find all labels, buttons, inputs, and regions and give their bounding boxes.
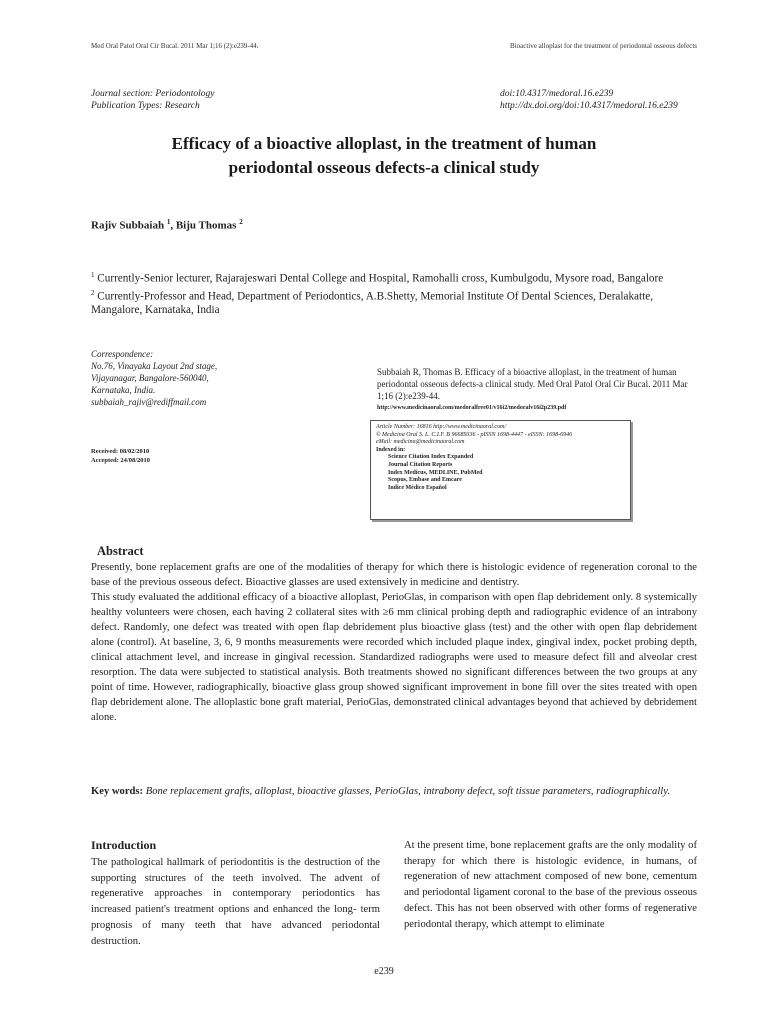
index-item: Science Citation Index Expanded: [388, 454, 474, 461]
abstract-heading: Abstract: [97, 544, 144, 558]
citation-text: Subbaiah R, Thomas B. Efficacy of a bioactive alloplast, in the treatment of human periodontal osseous defects-a clinical study. Med Oral Patol Oral Cir Bucal. 2011 Mar 1;16 (2):e239-44.: [377, 367, 688, 401]
infobox-email[interactable]: eMail: medicina@medicinaoral.com: [376, 439, 465, 446]
title-line-1: Efficacy of a bioactive alloplast, in the treatment of human: [171, 134, 597, 153]
affiliation-1: [91, 268, 697, 286]
author-1: Rajiv Subbaiah: [91, 219, 165, 232]
index-item: Scopus, Embase and Emcare: [388, 477, 462, 484]
affiliations: [91, 268, 697, 317]
correspondence-line-3: Karnataka, India.: [91, 385, 156, 395]
keywords: [91, 784, 697, 800]
affiliation-2: [91, 286, 697, 318]
accepted-date: Accepted: 24/08/2010: [91, 457, 151, 464]
index-item: Index Medicus, MEDLINE, PubMed: [388, 469, 483, 476]
correspondence-line-2: Vijayanagar, Bangalore-560040,: [91, 373, 209, 383]
article-number: Article Number: 16816 http://www.medicinaoral.com/: [376, 424, 507, 430]
abstract-paragraph-1: Presently, bone replacement grafts are one of the modalities of therapy for which there is histologic evidence of regeneration coronal to the base of the previous osseous defect. Bioactive glasses are used extensively in medicine and dentistry.: [91, 562, 697, 588]
doi: doi:10.4317/medoral.16.e239: [500, 89, 614, 99]
author-2-sup: 2: [239, 218, 243, 226]
introduction-left-column: The pathological hallmark of periodontitis is the destruction of the supporting structures of the teeth involved. The advent of regenerative approaches in contemporary periodontics has increased patient's treatment options and enhanced the long- term prognosis of many teeth that have advanced periodontal destruction.: [91, 857, 380, 947]
correspondence: [91, 348, 291, 408]
doi-block: [500, 88, 678, 112]
authors: [91, 218, 243, 232]
copyright: © Medicina Oral S. L. C.I.F. B 96689336 - pISSN 1698-4447 - eISSN: 1698-6946: [376, 431, 573, 438]
introduction-heading: Introduction: [91, 838, 157, 852]
publication-type: Publication Types: Research: [91, 101, 200, 111]
keywords-label: Key words:: [91, 786, 144, 797]
doi-url[interactable]: http://dx.doi.org/doi:10.4317/medoral.16.e239: [500, 101, 678, 111]
indexed-label: Indexed in:: [376, 446, 406, 453]
citation: [377, 366, 702, 414]
abstract-body: [91, 560, 697, 725]
affiliation-1-sup: 1: [91, 271, 95, 279]
article-info-box: [370, 420, 631, 520]
received-date: Received: 08/02/2010: [91, 448, 150, 455]
author-2: Biju Thomas: [175, 219, 237, 232]
article-title: [0, 132, 768, 180]
abstract-paragraph-2: This study evaluated the additional efficacy of a bioactive alloplast, PerioGlas, in comparison with open flap debridement only. 8 systemically healthy volunteers were chosen, each having 2 collateral sites with ≥6 mm clinical probing depth and radiographic evidence of an intrabony defect. Randomly, one defect was treated with open flap debridement plus bioactive glass (test) and the other with open flap debridement alone (control). At baseline, 3, 6, 9 months measurements were recorded which included plaque index, gingival index, pocket probing depth, clinical attachment level, and increase in gingival recession. Standardized radiographs were used to measure defect fill and alveolar crest resorption. The data were subjected to statistical analysis. Both treatments showed no significant differences between the two groups at any point of time. However, radiographically, bioactive glass group showed significant improvement in bone fill over the sites treated with open flap debridement alone. The alloplastic bone graft material, PerioGlas, demonstrated clinical advantages beyond that achieved by debridement alone.: [91, 592, 697, 723]
title-line-2: periodontal osseous defects-a clinical study: [228, 158, 540, 177]
author-1-sup: 1: [166, 218, 171, 226]
affiliation-2-sup: 2: [91, 288, 95, 297]
index-item: Journal Citation Reports: [388, 461, 453, 468]
keywords-text: Bone replacement grafts, alloplast, bioactive glasses, PerioGlas, intrabony defect, soft tissue parameters, radiographically.: [143, 786, 670, 797]
running-header-left: Med Oral Patol Oral Cir Bucal. 2011 Mar 1;16 (2):e239-44.: [91, 42, 259, 50]
citation-url[interactable]: http://www.medicinaoral.com/medoralfree01/v16i2/medoralv16i2p239.pdf: [377, 405, 567, 411]
index-item: Indice Médico Español: [388, 484, 447, 491]
dates: [91, 447, 150, 465]
author-separator: ,: [170, 219, 176, 232]
correspondence-email[interactable]: subbaiah_rajiv@rediffmail.com: [91, 397, 207, 407]
journal-meta: [91, 88, 214, 112]
running-header-right: Bioactive alloplast for the treatment of periodontal osseous defects: [510, 42, 697, 50]
journal-section: Journal section: Periodontology: [91, 89, 215, 99]
affiliation-1-text: Currently-Senior lecturer, Rajarajeswari Dental College and Hospital, Ramohalli cross, Kumbulgodu, Mysore road, Bangalore: [97, 272, 664, 285]
correspondence-line-1: No.76, Vinayaka Layout 2nd stage,: [91, 361, 218, 371]
affiliation-2-text: Currently-Professor and Head, Department of Periodontics, A.B.Shetty, Memorial Institute Of Dental Sciences, Deralakatte, Mangalore, Karnataka, India: [91, 290, 653, 317]
page-number: e239: [374, 966, 394, 977]
introduction-right-column: At the present time, bone replacement grafts are the only modality of therapy for which there is histologic evidence, in humans, of regeneration of new attachment composed of new bone, cementum and periodontal ligament coronal to the base of the previous osseous defect. This has not been observed with other forms of regenerative periodontal therapy, which attempt to eliminate: [404, 840, 697, 930]
correspondence-label: Correspondence:: [91, 349, 154, 359]
